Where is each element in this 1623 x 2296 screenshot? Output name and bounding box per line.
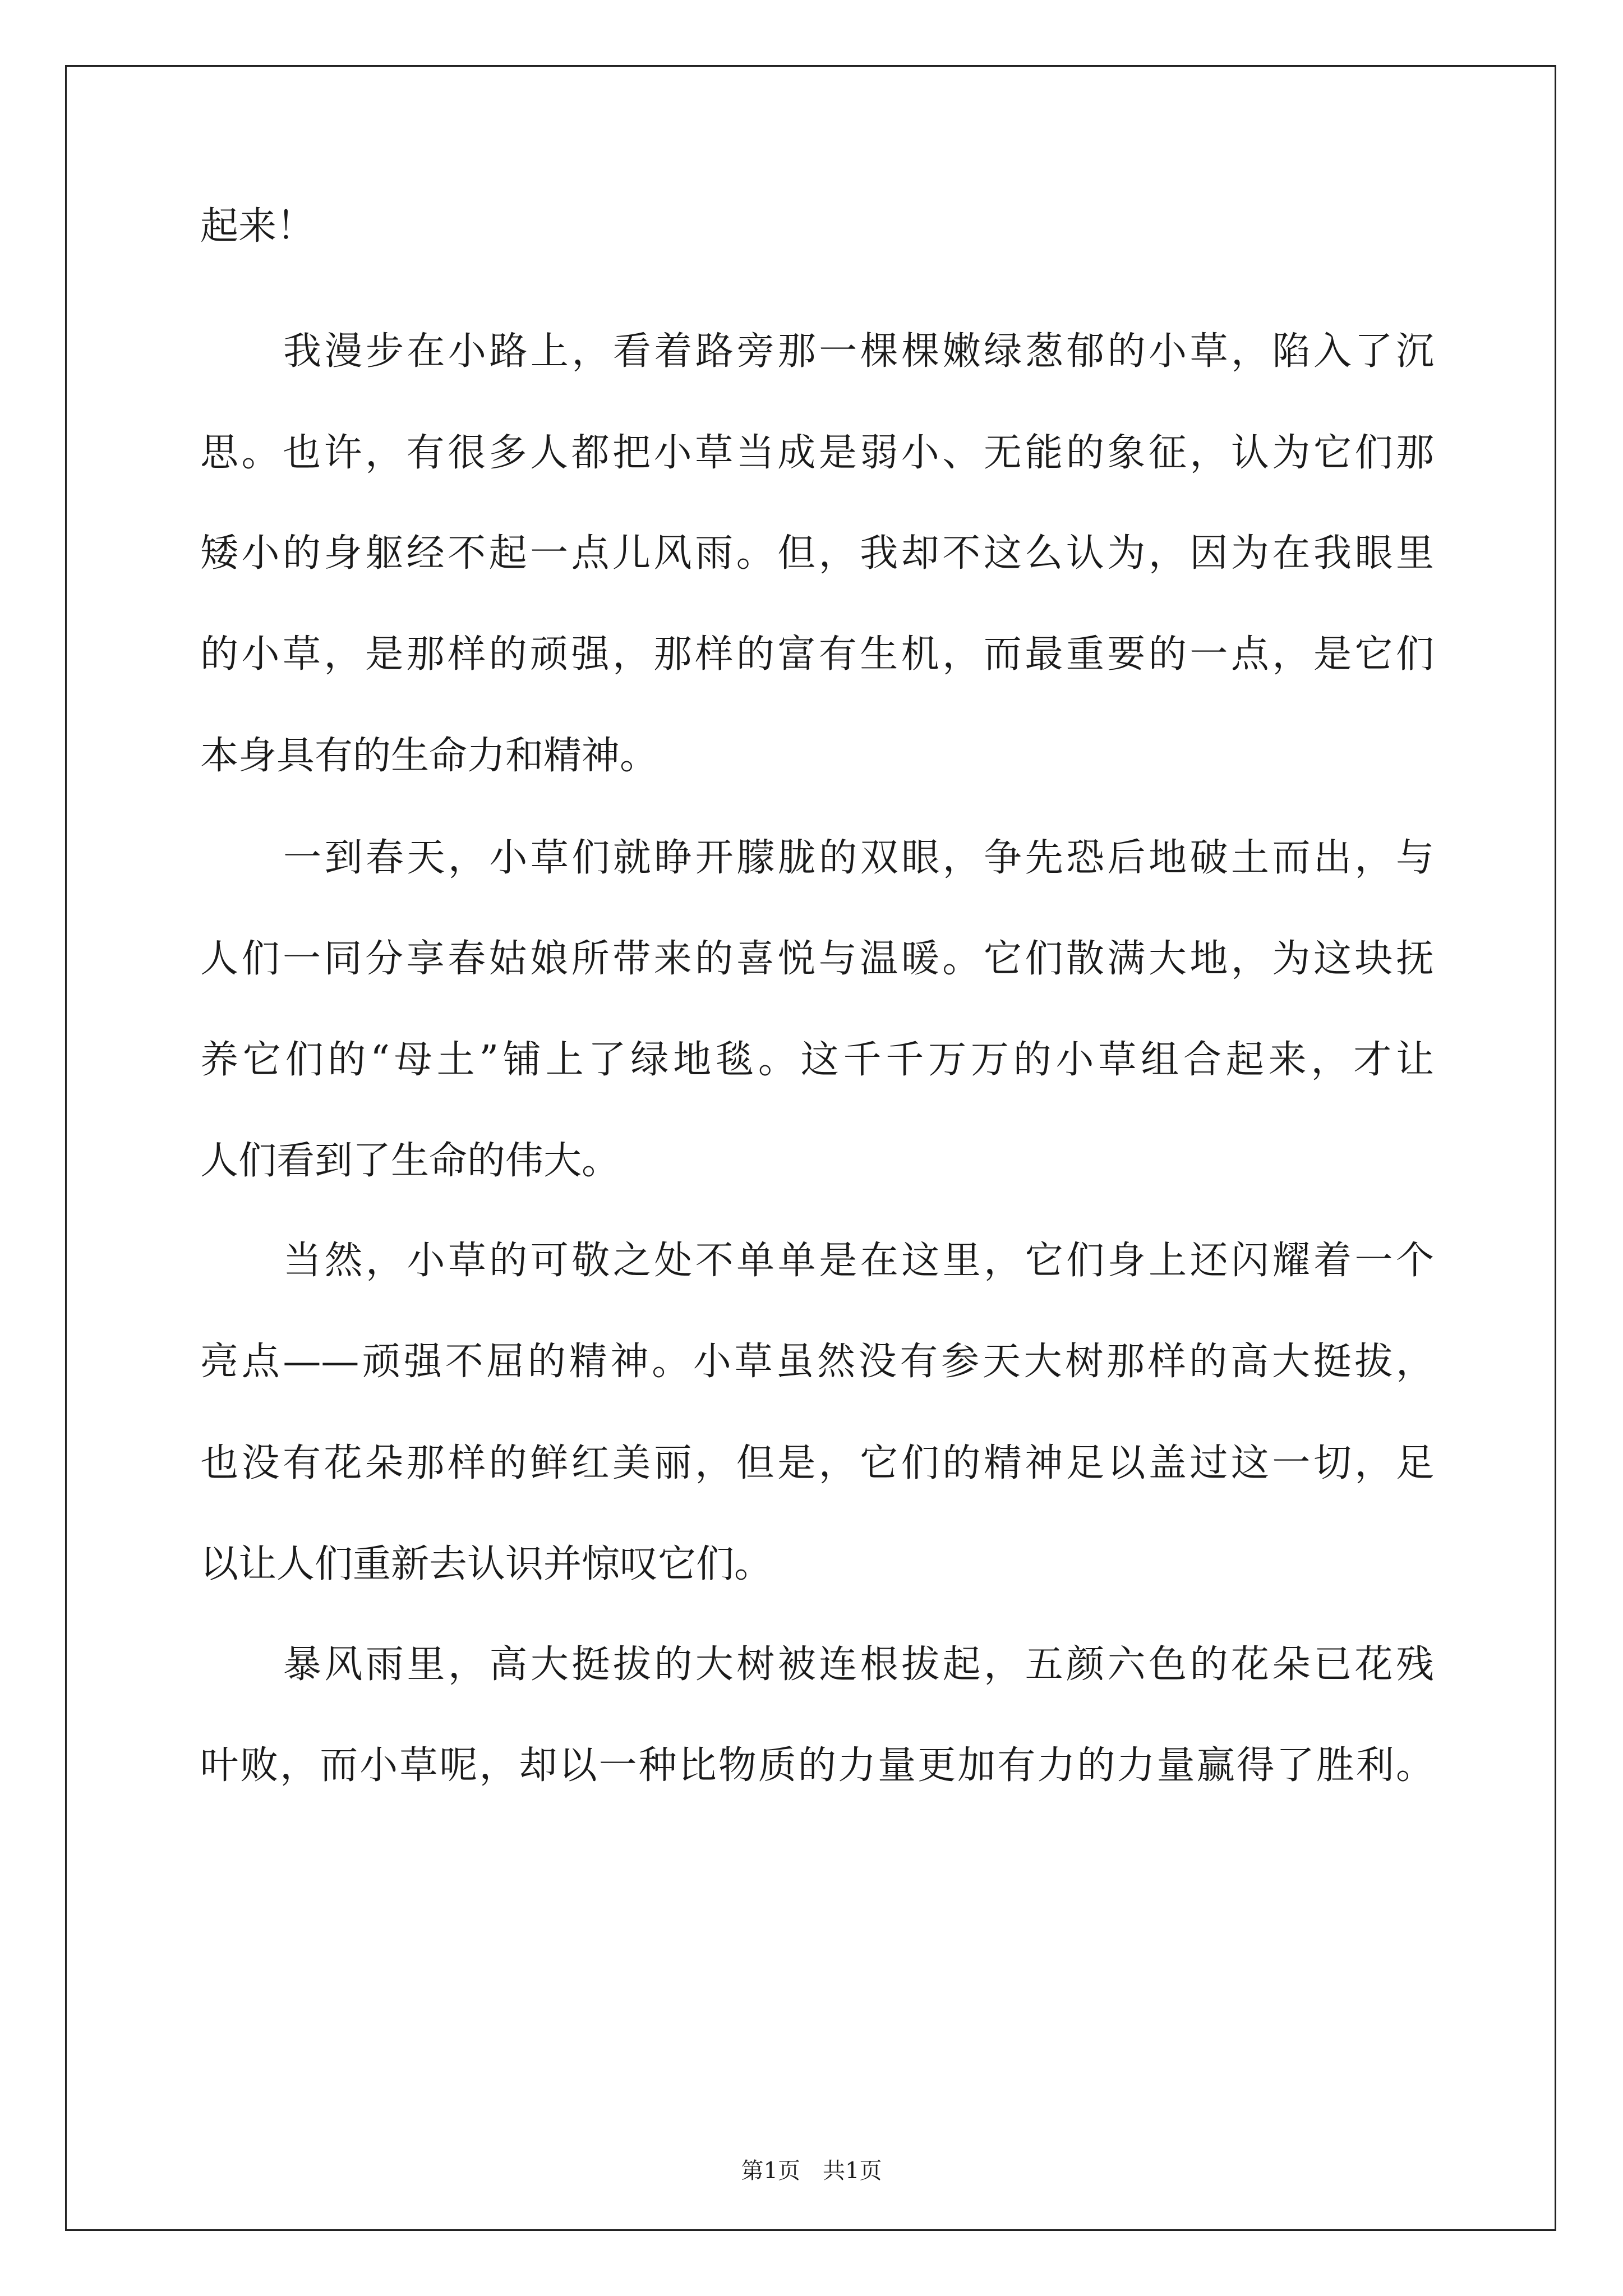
text-line: 暴风雨里，高大挺拔的大树被连根拔起，五颜六色的花朵已花残 [283, 1642, 1434, 1687]
text-line: 人们看到了生命的伟大。 [200, 1139, 620, 1183]
text-line: 养它们的“母土”铺上了绿地毯。这千千万万的小草组合起来，才让 [200, 1038, 1434, 1082]
text-line: 当然，小草的可敬之处不单单是在这里，它们身上还闪耀着一个 [283, 1239, 1434, 1283]
text-line: 人们一同分享春姑娘所带来的喜悦与温暖。它们散满大地，为这块抚 [200, 937, 1434, 981]
text-line: 也没有花朵那样的鲜红美丽，但是，它们的精神足以盖过这一切，足 [200, 1441, 1434, 1485]
text-line: 亮点——顽强不屈的精神。小草虽然没有参天大树那样的高大挺拔， [200, 1340, 1434, 1384]
text-line: 我漫步在小路上，看着路旁那一棵棵嫩绿葱郁的小草，陷入了沉 [283, 329, 1434, 374]
page-number-footer: 第1页 共1页 [741, 2158, 882, 2184]
text-line: 思。也许，有很多人都把小草当成是弱小、无能的象征，认为它们那 [200, 431, 1434, 475]
text-line: 本身具有的生命力和精神。 [200, 734, 658, 778]
text-line: 叶败，而小草呢，却以一种比物质的力量更加有力的力量赢得了胜利。 [200, 1743, 1434, 1788]
text-line: 矮小的身躯经不起一点儿风雨。但，我却不这么认为，因为在我眼里 [200, 531, 1434, 576]
text-line: 一到春天，小草们就睁开朦胧的双眼，争先恐后地破土而出，与 [283, 836, 1434, 880]
text-line: 的小草，是那样的顽强，那样的富有生机，而最重要的一点，是它们 [200, 632, 1434, 677]
text-line: 以让人们重新去认识并惊叹它们。 [200, 1542, 773, 1586]
text-line: 起来！ [200, 204, 315, 249]
